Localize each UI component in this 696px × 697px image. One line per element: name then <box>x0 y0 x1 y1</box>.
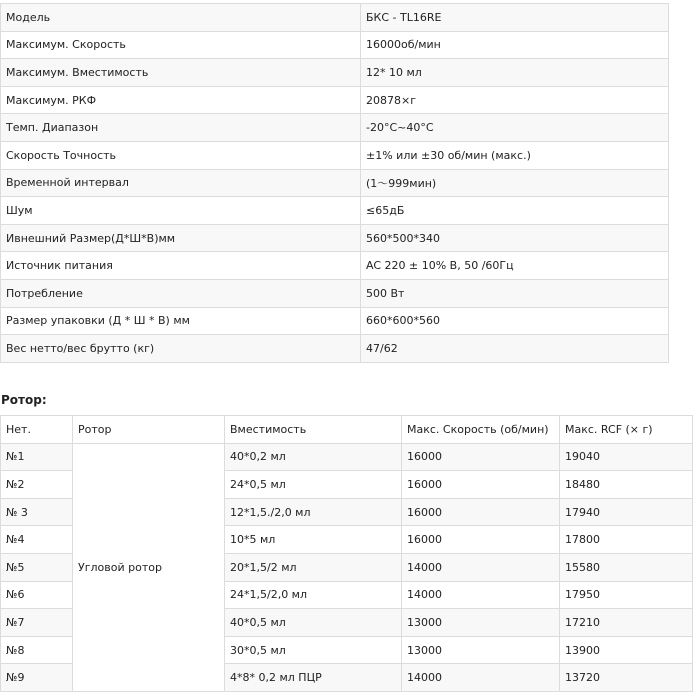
rotor-no: №7 <box>1 609 73 637</box>
spec-label: Размер упаковки (Д * Ш * В) мм <box>1 307 361 335</box>
spec-value: 47/62 <box>361 335 669 363</box>
rotor-capacity: 24*1,5/2,0 мл <box>225 581 402 609</box>
spec-row-consumption <box>1 279 669 307</box>
spec-label: Скорость Точность <box>1 141 361 169</box>
spec-label: Максимум. РКФ <box>1 86 361 114</box>
rotor-table-header <box>1 416 693 444</box>
spec-value: ±1% или ±30 об/мин (макс.) <box>361 141 669 169</box>
rotor-capacity: 12*1,5./2,0 мл <box>225 498 402 526</box>
rotor-rcf: 15580 <box>560 553 693 581</box>
rotor-capacity: 40*0,2 мл <box>225 443 402 471</box>
spec-row-model <box>1 4 669 32</box>
header-capacity: Вместимость <box>225 416 402 444</box>
rotor-table <box>0 415 693 692</box>
rotor-capacity: 4*8* 0,2 мл ПЦР <box>225 664 402 692</box>
spec-label: Потребление <box>1 279 361 307</box>
rotor-speed: 16000 <box>402 443 560 471</box>
spec-value: 16000об/мин <box>361 31 669 59</box>
spec-label: Максимум. Вместимость <box>1 59 361 87</box>
rotor-speed: 16000 <box>402 498 560 526</box>
spec-row-time-interval <box>1 169 669 197</box>
header-rotor: Ротор <box>73 416 225 444</box>
spec-row-weight <box>1 335 669 363</box>
spec-row-max-rcf <box>1 86 669 114</box>
spec-label: Ивнешний Размер(Д*Ш*В)мм <box>1 224 361 252</box>
spec-value: 560*500*340 <box>361 224 669 252</box>
rotor-capacity: 24*0,5 мл <box>225 471 402 499</box>
spec-row-external-size <box>1 224 669 252</box>
spec-value: (1～999мин) <box>361 169 669 197</box>
rotor-no: №8 <box>1 636 73 664</box>
rotor-capacity: 10*5 мл <box>225 526 402 554</box>
spec-row-max-capacity <box>1 59 669 87</box>
rotor-rcf: 17210 <box>560 609 693 637</box>
spec-table <box>0 3 669 363</box>
header-max-rcf: Макс. RCF (× г) <box>560 416 693 444</box>
rotor-speed: 14000 <box>402 664 560 692</box>
spec-label: Модель <box>1 4 361 32</box>
rotor-speed: 16000 <box>402 526 560 554</box>
spec-value: БКС - TL16RE <box>361 4 669 32</box>
spec-row-max-speed <box>1 31 669 59</box>
rotor-no: №9 <box>1 664 73 692</box>
header-max-speed: Макс. Скорость (об/мин) <box>402 416 560 444</box>
spec-label: Временной интервал <box>1 169 361 197</box>
rotor-capacity: 30*0,5 мл <box>225 636 402 664</box>
spec-row-speed-accuracy <box>1 141 669 169</box>
rotor-section-heading: Ротор: <box>1 393 47 407</box>
rotor-speed: 16000 <box>402 471 560 499</box>
rotor-capacity: 40*0,5 мл <box>225 609 402 637</box>
spec-row-noise <box>1 197 669 225</box>
rotor-no: №6 <box>1 581 73 609</box>
rotor-capacity: 20*1,5/2 мл <box>225 553 402 581</box>
rotor-speed: 14000 <box>402 553 560 581</box>
spec-value: 12* 10 мл <box>361 59 669 87</box>
spec-row-temp-range <box>1 114 669 142</box>
rotor-rcf: 17940 <box>560 498 693 526</box>
rotor-no: №2 <box>1 471 73 499</box>
rotor-rcf: 18480 <box>560 471 693 499</box>
rotor-speed: 13000 <box>402 609 560 637</box>
spec-value: 500 Вт <box>361 279 669 307</box>
spec-value: 660*600*560 <box>361 307 669 335</box>
table-row <box>1 443 693 471</box>
spec-value: AC 220 ± 10% В, 50 /60Гц <box>361 252 669 280</box>
rotor-no: №1 <box>1 443 73 471</box>
spec-label: Темп. Диапазон <box>1 114 361 142</box>
rotor-rcf: 13720 <box>560 664 693 692</box>
rotor-no: № 3 <box>1 498 73 526</box>
rotor-no: №5 <box>1 553 73 581</box>
rotor-rcf: 13900 <box>560 636 693 664</box>
spec-label: Источник питания <box>1 252 361 280</box>
rotor-name: Угловой ротор <box>73 443 225 691</box>
spec-row-power-source <box>1 252 669 280</box>
spec-row-package-size <box>1 307 669 335</box>
rotor-no: №4 <box>1 526 73 554</box>
spec-value: ≤65дБ <box>361 197 669 225</box>
spec-label: Вес нетто/вес брутто (кг) <box>1 335 361 363</box>
rotor-rcf: 17950 <box>560 581 693 609</box>
spec-label: Шум <box>1 197 361 225</box>
rotor-rcf: 19040 <box>560 443 693 471</box>
rotor-rcf: 17800 <box>560 526 693 554</box>
header-no: Нет. <box>1 416 73 444</box>
spec-value: 20878×г <box>361 86 669 114</box>
rotor-speed: 14000 <box>402 581 560 609</box>
spec-value: -20°C~40°C <box>361 114 669 142</box>
rotor-speed: 13000 <box>402 636 560 664</box>
spec-label: Максимум. Скорость <box>1 31 361 59</box>
